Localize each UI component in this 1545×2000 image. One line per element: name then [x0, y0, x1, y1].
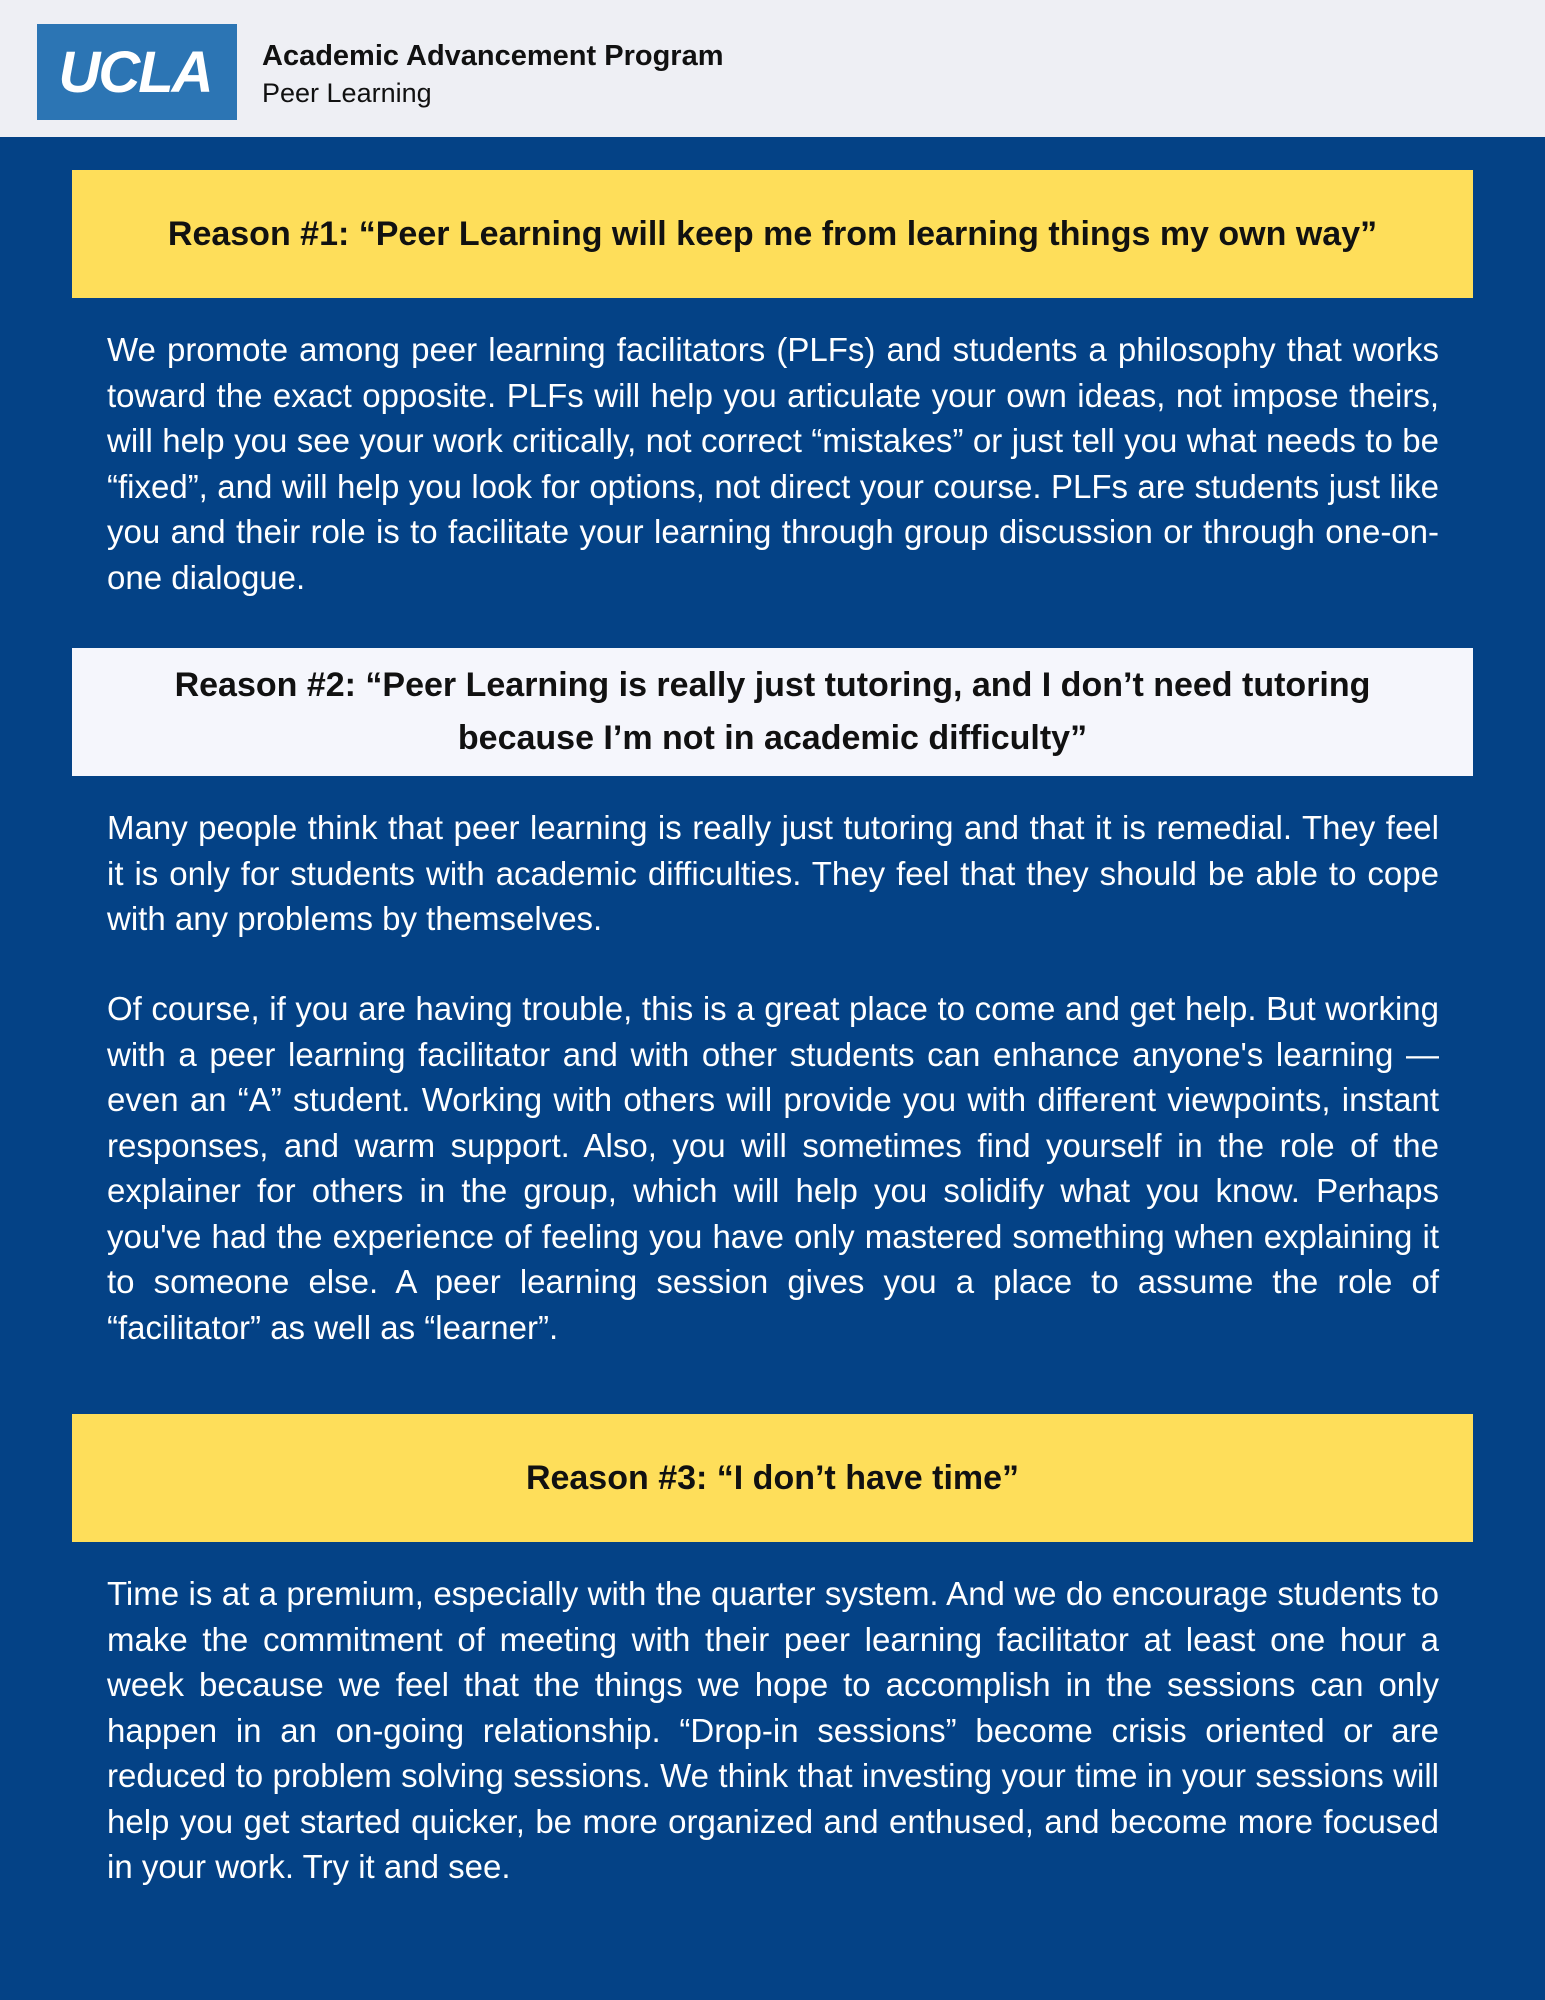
- ucla-logo: UCLA: [37, 24, 237, 120]
- reason-2-heading: Reason #2: “Peer Learning is really just tutoring, and I don’t need tutoring because I’m not in academic difficulty”: [72, 648, 1473, 776]
- reason-3-paragraph: Time is at a premium, especially with the quarter system. And we do encourage students to make the commitment of meeting with their peer learning facilitator at least one hour a week because we feel that the things we hope to accomplish in the sessions can only happen in an on-going relationship. “Drop-in sessions” become crisis oriented or are reduced to problem solving sessions. We think that investing your time in your sessions will help you get started quicker, be more organized and enthused, and become more focused in your work. Try it and see.: [107, 1575, 1439, 1885]
- page-header: [0, 0, 1545, 137]
- org-name: Academic Advancement Program: [262, 40, 724, 72]
- reason-1-body: [107, 327, 1439, 600]
- reason-3-body: [107, 1571, 1439, 1890]
- reason-2-body-1: [107, 805, 1439, 942]
- reason-2-paragraph-1: Many people think that peer learning is really just tutoring and that it is remedial. They feel it is only for students with academic difficulties. They feel that they should be able to cope with any problems by themselves.: [107, 809, 1439, 937]
- reason-2-body-2: [107, 986, 1439, 1350]
- reason-2-paragraph-2: Of course, if you are having trouble, this is a great place to come and get help. But working with a peer learning facilitator and with other students can enhance anyone's learning — even an “A” student. Working with others will provide you with different viewpoints, instant responses, and warm support. Also, you will sometimes find yourself in the role of the explainer for others in the group, which will help you solidify what you know. Perhaps you've had the experience of feeling you have only mastered something when explaining it to someone else. A peer learning session gives you a place to assume the role of “facilitator” as well as “learner”.: [107, 990, 1439, 1346]
- reason-1-paragraph: We promote among peer learning facilitators (PLFs) and students a philosophy that works toward the exact opposite. PLFs will help you articulate your own ideas, not impose theirs, will help you see your work critically, not correct “mistakes” or just tell you what needs to be “fixed”, and will help you look for options, not direct your course. PLFs are students just like you and their role is to facilitate your learning through group discussion or through one-on-one dialogue.: [107, 331, 1439, 596]
- reason-1-heading: Reason #1: “Peer Learning will keep me from learning things my own way”: [72, 170, 1473, 298]
- org-subtitle: Peer Learning: [262, 78, 432, 108]
- reason-3-heading: Reason #3: “I don’t have time”: [72, 1414, 1473, 1542]
